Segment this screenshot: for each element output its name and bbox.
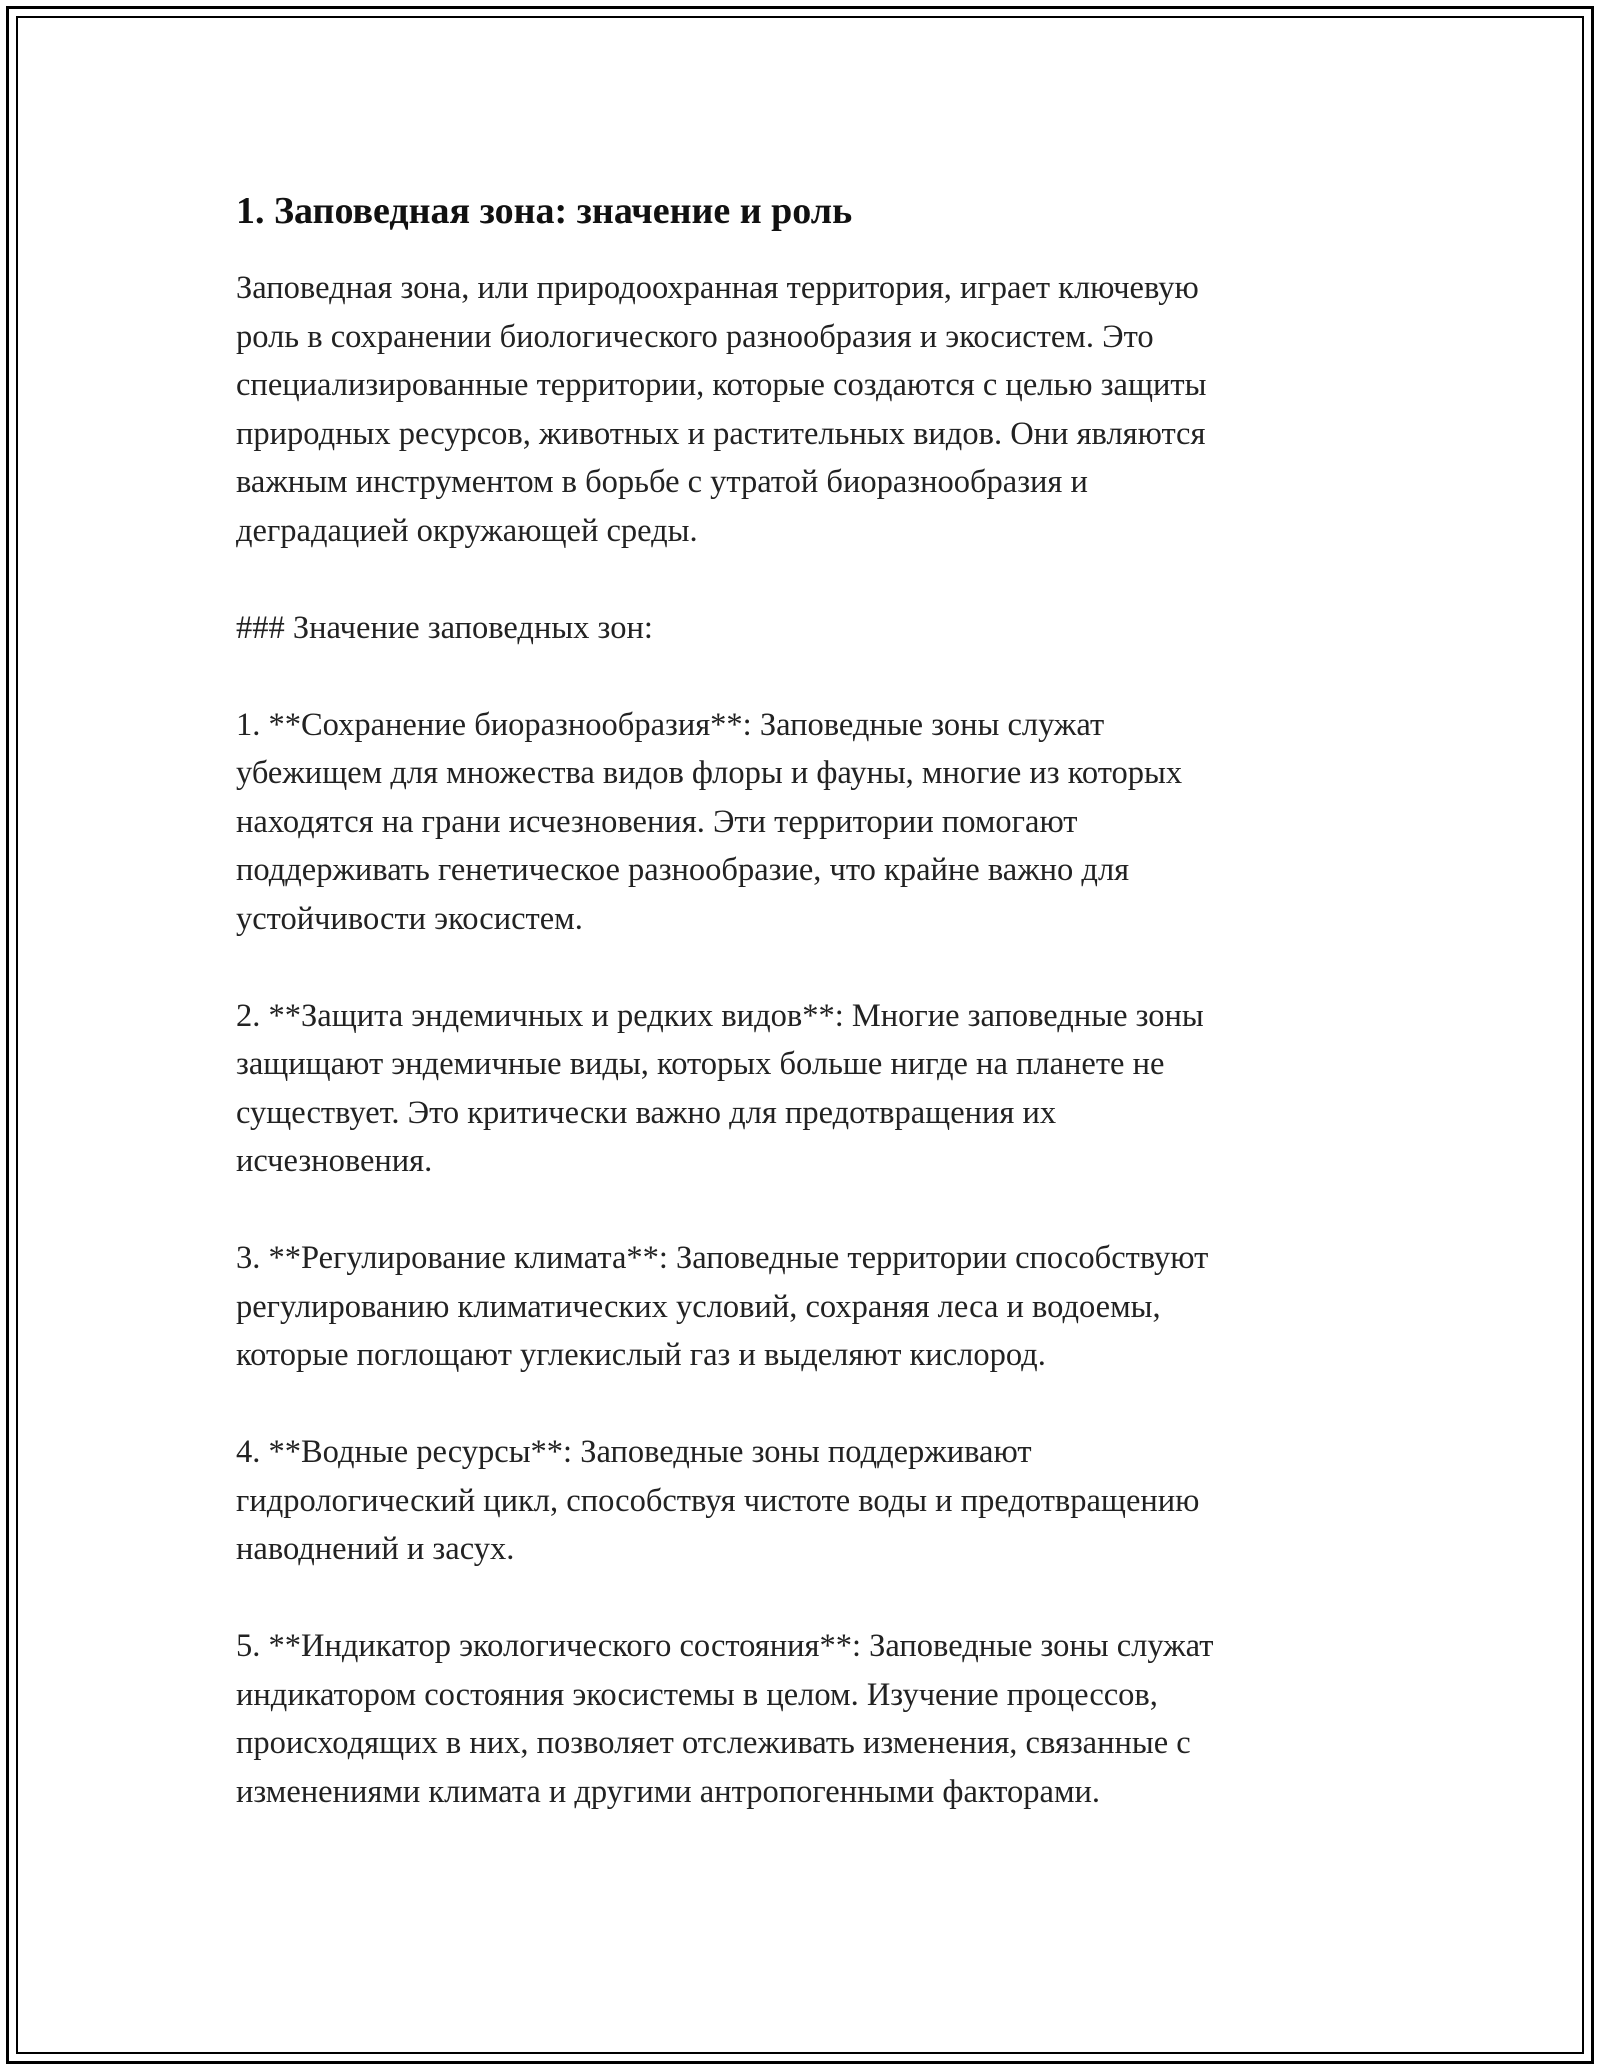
list-item-line: убежищем для множества видов флоры и фауны, многие из которых bbox=[236, 755, 1183, 791]
list-item-line: наводнений и засух. bbox=[236, 1531, 515, 1567]
document-title: 1. Заповедная зона: значение и роль bbox=[236, 190, 853, 232]
intro-line: роль в сохранении биологического разнообразия и экосистем. Это bbox=[236, 318, 1154, 355]
list-item-line: исчезновения. bbox=[236, 1143, 433, 1179]
intro-line: Заповедная зона, или природоохранная территория, играет ключевую bbox=[236, 270, 1199, 306]
spacer bbox=[236, 555, 1366, 604]
section-heading: ### Значение заповедных зон: bbox=[236, 609, 653, 646]
list-item-line: существует. Это критически важно для предотвращения их bbox=[236, 1094, 1057, 1131]
list-item-line: 1. **Сохранение биоразнообразия**: Заповедные зоны служат bbox=[236, 706, 1105, 743]
list-item-line: устойчивости экосистем. bbox=[236, 900, 583, 937]
spacer bbox=[236, 943, 1366, 992]
list-item bbox=[236, 701, 1366, 944]
intro-line: специализированные территории, которые создаются с целью защиты bbox=[236, 367, 1207, 403]
list-item-line: гидрологический цикл, способствуя чистоте воды и предотвращению bbox=[236, 1482, 1200, 1519]
document-body bbox=[236, 186, 1366, 1816]
list-item-line: индикатором состояния экосистемы в целом. Изучение процессов, bbox=[236, 1676, 1158, 1713]
intro-line: природных ресурсов, животных и растительных видов. Они являются bbox=[236, 415, 1206, 452]
list-item-line: 3. **Регулирование климата**: Заповедные территории способствуют bbox=[236, 1240, 1209, 1276]
list-item-line: происходящих в них, позволяет отслеживать изменения, связанные с bbox=[236, 1725, 1191, 1761]
list-item-line: находятся на грани исчезновения. Эти территории помогают bbox=[236, 803, 1078, 840]
spacer bbox=[236, 1380, 1366, 1429]
list-item bbox=[236, 1234, 1366, 1380]
list-item bbox=[236, 1622, 1366, 1816]
list-item-line: 4. **Водные ресурсы**: Заповедные зоны поддерживают bbox=[236, 1434, 1032, 1470]
list-item bbox=[236, 1428, 1366, 1574]
list-item-line: изменениями климата и другими антропогенными факторами. bbox=[236, 1773, 1101, 1810]
list-item-line: поддерживать генетическое разнообразие, что крайне важно для bbox=[236, 852, 1130, 888]
list-item-line: которые поглощают углекислый газ и выделяют кислород. bbox=[236, 1337, 1046, 1373]
intro-paragraph bbox=[236, 264, 1366, 555]
list-item bbox=[236, 992, 1366, 1186]
spacer bbox=[236, 1186, 1366, 1235]
intro-line: деградацией окружающей среды. bbox=[236, 512, 698, 549]
spacer bbox=[236, 1574, 1366, 1623]
list-item-line: 5. **Индикатор экологического состояния**: Заповедные зоны служат bbox=[236, 1628, 1214, 1664]
spacer bbox=[236, 652, 1366, 701]
list-item-line: защищают эндемичные виды, которых больше нигде на планете не bbox=[236, 1046, 1165, 1082]
intro-line: важным инструментом в борьбе с утратой биоразнообразия и bbox=[236, 464, 1088, 500]
list-item-line: 2. **Защита эндемичных и редких видов**: Многие заповедные зоны bbox=[236, 997, 1204, 1034]
list-item-line: регулированию климатических условий, сохраняя леса и водоемы, bbox=[236, 1288, 1161, 1325]
